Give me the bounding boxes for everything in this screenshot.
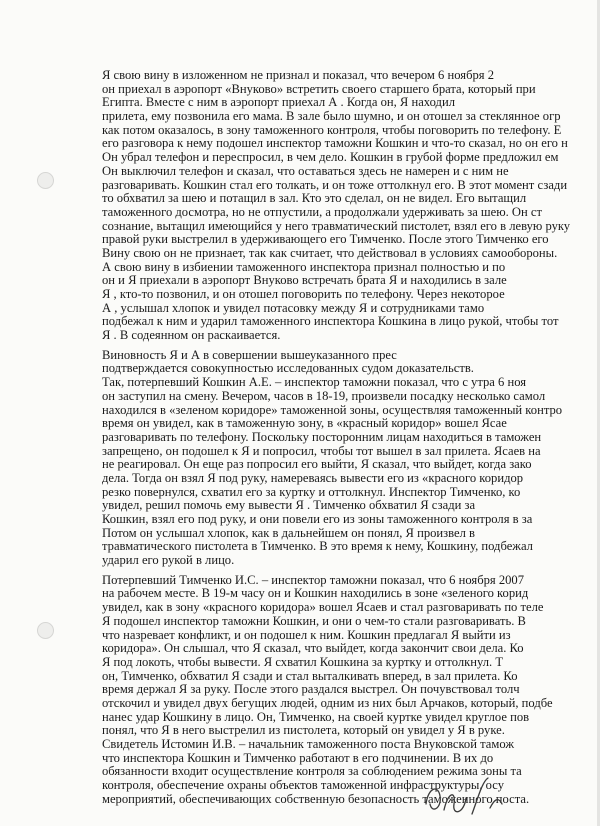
document-line: время держал Я за руку. После этого раздался выстрел. Он почувствовал толч <box>102 683 520 697</box>
document-line: время он увидел, как в таможенную зону, в «красный коридор» вошел Ясае <box>102 417 507 431</box>
document-line: как потом оказалось, в зону таможенного контроля, чтобы поговорить по телефону. Е <box>102 123 562 137</box>
document-line: Он выключил телефон и сказал, что оставаться здесь не намерен и с ним не <box>102 164 509 178</box>
document-line: он, Тимченко, обхватил Я сзади и стал выталкивать вперед, в зал прилета. Ко <box>102 669 518 683</box>
document-line: мероприятий, обеспечивающих собственную безопасность таможенного поста. <box>102 792 530 806</box>
document-line: Я свою вину в изложенном не признал и показал, что вечером 6 ноября 2 <box>102 69 495 82</box>
document-line: подбежал к ним и ударил таможенного инспектора Кошкина в лицо рукой, чтобы тот <box>102 315 559 329</box>
document-line: прилета, ему позвонила его мама. В зале было шумно, и он отошел за стеклянное огр <box>102 110 561 124</box>
document-line: Потом он услышал хлопок, как в дальнейшем он понял, Я произвел в <box>102 526 475 540</box>
document-line: Он убрал телефон и переспросил, в чем дело. Кошкин в грубой форме предложил ем <box>102 151 559 165</box>
document-line: не реагировал. Он еще раз попросил его выйти, Я сказал, что выйдет, когда зако <box>102 458 532 472</box>
document-line: увидел, как в зону «красного коридора» вошел Ясаев и стал разговаривать по теле <box>102 601 544 615</box>
document-line: то обхватил за шею и потащил в зал. Кто это сделал, он не видел. Его вытащил <box>102 192 527 206</box>
document-line: Кошкин, взял его под руку, и они повели его из зоны таможенного контроля в за <box>102 513 533 526</box>
document-line: разговаривать по телефону. Поскольку посторонним лицам находиться в таможен <box>102 430 542 444</box>
document-line: Я . В содеянном он раскаивается. <box>102 329 281 343</box>
document-line: увидел, решил помочь ему вывести Я . Тимченко обхватил Я сзади за <box>102 499 476 513</box>
punch-hole-top <box>37 172 54 189</box>
handwritten-signature <box>418 774 528 822</box>
document-line: ударил его рукой в лицо. <box>102 554 235 568</box>
document-line: подтверждается совокупностью исследованных судом доказательств. <box>102 362 474 376</box>
document-line: обязанности входит осуществление контроля за соблюдением режима зоны та <box>102 765 522 779</box>
document-line: правой руки выстрелил в удерживающего его Тимченко. После этого Тимченко его <box>102 233 549 247</box>
document-line: Так, потерпевший Кошкин А.Е. – инспектор таможни показал, что с утра 6 ноя <box>102 376 527 390</box>
document-line: сознание, вытащил имеющийся у него травматический пистолет, взял его в левую руку <box>102 219 571 233</box>
document-line: он приехал в аэропорт «Внуково» встретить своего старшего брата, который при <box>102 82 536 96</box>
document-line: резко повернулся, схватил его за куртку и оттолкнул. Инспектор Тимченко, ко <box>102 485 521 499</box>
document-line: что назревает конфликт, и он подошел к ним. Кошкин предлагал Я выйти из <box>102 628 511 642</box>
punch-hole-bottom <box>37 622 54 639</box>
document-line: он и Я приехали в аэропорт Внуково встречать брата Я и находились в зале <box>102 274 507 288</box>
document-line: Египта. Вместе с ним в аэропорт приехал А . Когда он, Я находил <box>102 96 455 110</box>
document-line: контроля, обеспечение охраны объектов таможенной инфраструктуры, осу <box>102 779 505 793</box>
document-text <box>102 69 600 806</box>
document-line: дела. Тогда он взял Я под руку, намереваясь вывести его из «красного коридор <box>102 471 524 485</box>
document-line: находился в «зеленом коридоре» таможенной зоны, осуществляя таможенный контро <box>102 403 563 417</box>
document-line: на рабочем месте. В 19-м часу он и Кошкин находились в зоне «зеленого корид <box>102 587 529 601</box>
document-line: нанес удар Кошкину в лицо. Он, Тимченко, на своей куртке увидел круглое пов <box>102 710 530 724</box>
document-line: А , услышал хлопок и увидел потасовку между Я и сотрудниками тамо <box>102 301 485 315</box>
document-line: Я , кто-то позвонил, и он отошел поговорить по телефону. Через некоторое <box>102 288 505 301</box>
document-line: он заступил на смену. Вечером, часов в 18-19, произвели посадку несколько самол <box>102 389 546 403</box>
document-line: таможенного досмотра, но не отпустили, а продолжали удерживать за шею. Он ст <box>102 205 542 219</box>
document-line: коридора». Он слышал, что Я сказал, что выйдет, когда закончит свои дела. Ко <box>102 642 524 656</box>
document-line: что инспектора Кошкин и Тимченко работают в его подчинении. В их до <box>102 751 494 765</box>
document-line: понял, что Я в него выстрелил из пистолета, который он увидел у Я в руке. <box>102 724 505 738</box>
document-line: травматического пистолета в Тимченко. В это время к нему, Кошкину, подбежал <box>102 540 533 554</box>
document-line: Потерпевший Тимченко И.С. – инспектор таможни показал, что 6 ноября 2007 <box>102 573 525 587</box>
document-line: А свою вину в избиении таможенного инспектора признал полностью и по <box>102 260 506 274</box>
document-line: Виновность Я и А в совершении вышеуказанного прес <box>102 348 397 362</box>
document-line: Свидетель Истомин И.В. – начальник таможенного поста Внуковской тамож <box>102 738 515 751</box>
document-line: Я подошел инспектор таможни Кошкин, и они о чем-то стали разговаривать. В <box>102 614 526 628</box>
document-line: Я под локоть, чтобы вывести. Я схватил Кошкина за куртку и оттолкнул. Т <box>102 655 504 669</box>
document-line: его разговора к нему подошел инспектор таможни Кошкин и что-то сказал, но он его н <box>102 137 568 151</box>
document-line: Вину свою он не признает, так как считает, что действовал в условиях самообороны. <box>102 246 558 260</box>
document-line: отскочил и увидел двух бегущих людей, одним из них был Арчаков, который, подбе <box>102 696 553 710</box>
document-line: разговаривать. Кошкин стал его толкать, и он тоже оттолкнул его. В этот момент сзади <box>102 178 568 192</box>
document-line: запрещено, он подошел к Я и попросил, чтобы тот вышел в зал прилета. Ясаев на <box>102 444 541 458</box>
